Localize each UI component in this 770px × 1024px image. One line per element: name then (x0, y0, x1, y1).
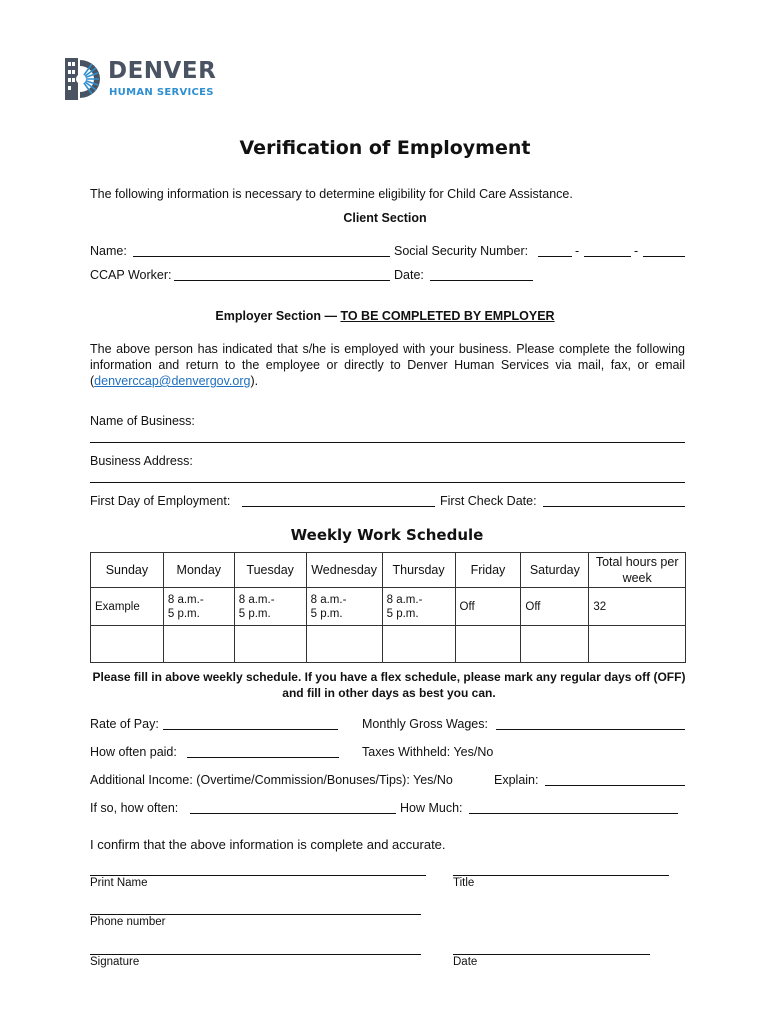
taxes-withheld-label: Taxes Withheld: Yes/No (362, 745, 494, 759)
ssn-field-part1[interactable] (538, 256, 572, 257)
explain-field[interactable] (545, 785, 685, 786)
example-monday: 8 a.m.- 5 p.m. (163, 588, 234, 626)
col-header-monday: Monday (163, 553, 234, 588)
schedule-heading: Weekly Work Schedule (290, 526, 484, 544)
how-much-field[interactable] (469, 813, 678, 814)
first-day-label: First Day of Employment: (90, 494, 231, 508)
ssn-label: Social Security Number: (394, 244, 529, 258)
signature-date-field[interactable] (453, 954, 650, 955)
example-thursday: 8 a.m.- 5 p.m. (382, 588, 455, 626)
client-date-field[interactable] (430, 280, 533, 281)
print-name-field[interactable] (90, 875, 426, 876)
monthly-wages-label: Monthly Gross Wages: (362, 717, 488, 731)
entry-total[interactable] (589, 626, 686, 663)
col-header-total-hours: Total hours per week (589, 553, 686, 588)
denver-logo (64, 56, 224, 102)
employer-section-heading (0, 309, 770, 324)
col-header-thursday: Thursday (382, 553, 455, 588)
rate-of-pay-label: Rate of Pay: (90, 717, 159, 731)
additional-income-label: Additional Income: (Overtime/Commission/Bonuses/Tips): Yes/No (90, 773, 453, 787)
if-so-how-often-field[interactable] (190, 813, 396, 814)
example-friday: Off (455, 588, 521, 626)
ssn-dash: - (575, 244, 580, 258)
example-wednesday: 8 a.m.- 5 p.m. (306, 588, 382, 626)
title-field[interactable] (453, 875, 669, 876)
explain-label: Explain: (494, 773, 539, 787)
first-check-field[interactable] (543, 506, 685, 507)
intro-text: The following information is necessary to determine eligibility for Child Care Assistance. (90, 187, 573, 201)
employer-instructions-text: The above person has indicated that s/he is employed with your business. Please complete the following information and return to the employee or directly to Denver Human Services via mail, fax, or email ( (90, 342, 685, 388)
col-header-tuesday: Tuesday (234, 553, 306, 588)
schedule-header-row (91, 553, 686, 588)
signature-date-label: Date (453, 956, 478, 968)
employer-heading-emphasis: TO BE COMPLETED BY EMPLOYER (340, 309, 555, 323)
employer-instructions-end: ). (250, 374, 259, 388)
ccap-worker-label: CCAP Worker: (90, 268, 172, 282)
print-name-label: Print Name (90, 877, 148, 889)
schedule-entry-row (91, 626, 686, 663)
ccap-worker-field[interactable] (174, 280, 390, 281)
employer-heading-prefix: Employer Section — (215, 309, 341, 323)
col-header-wednesday: Wednesday (306, 553, 382, 588)
first-day-field[interactable] (242, 506, 435, 507)
entry-thursday[interactable] (382, 626, 455, 663)
logo-subtitle: HUMAN SERVICES (109, 87, 214, 98)
how-often-paid-label: How often paid: (90, 745, 177, 759)
rate-of-pay-field[interactable] (163, 729, 338, 730)
confirm-statement: I confirm that the above information is complete and accurate. (90, 837, 446, 852)
email-link[interactable]: denverccap@denvergov.org (94, 374, 251, 388)
ssn-field-part2[interactable] (584, 256, 631, 257)
monthly-wages-field[interactable] (496, 729, 685, 730)
entry-monday[interactable] (163, 626, 234, 663)
entry-wednesday[interactable] (306, 626, 382, 663)
entry-friday[interactable] (455, 626, 521, 663)
ssn-field-part3[interactable] (643, 256, 685, 257)
employer-instructions (90, 341, 685, 389)
name-field[interactable] (133, 256, 390, 257)
first-check-label: First Check Date: (440, 494, 537, 508)
example-label: Example (91, 588, 164, 626)
example-saturday: Off (521, 588, 589, 626)
entry-sunday[interactable] (91, 626, 164, 663)
entry-saturday[interactable] (521, 626, 589, 663)
phone-number-field[interactable] (90, 914, 421, 915)
col-header-sunday: Sunday (91, 553, 164, 588)
col-header-friday: Friday (455, 553, 521, 588)
client-section-heading: Client Section (343, 211, 427, 225)
if-so-how-often-label: If so, how often: (90, 801, 179, 815)
ssn-dash: - (634, 244, 639, 258)
page-title: Verification of Employment (239, 137, 531, 159)
name-label: Name: (90, 244, 127, 258)
title-label: Title (453, 877, 475, 889)
entry-tuesday[interactable] (234, 626, 306, 663)
business-name-field[interactable] (90, 442, 685, 443)
how-much-label: How Much: (400, 801, 463, 815)
schedule-example-row (91, 588, 686, 626)
business-address-field[interactable] (90, 482, 685, 483)
schedule-instructions: Please fill in above weekly schedule. If you have a flex schedule, please mark any regular days off (OFF) and fill in other days as best you can. (92, 670, 686, 700)
example-tuesday: 8 a.m.- 5 p.m. (234, 588, 306, 626)
schedule-table (90, 552, 686, 663)
example-total: 32 (589, 588, 686, 626)
denver-logo-mark-icon (64, 56, 104, 102)
col-header-saturday: Saturday (521, 553, 589, 588)
client-date-label: Date: (394, 268, 424, 282)
signature-field[interactable] (90, 954, 421, 955)
business-name-label: Name of Business: (90, 414, 195, 428)
logo-name: DENVER (108, 58, 217, 84)
signature-label: Signature (90, 956, 140, 968)
business-address-label: Business Address: (90, 454, 193, 468)
phone-number-label: Phone number (90, 916, 166, 928)
how-often-paid-field[interactable] (187, 757, 339, 758)
